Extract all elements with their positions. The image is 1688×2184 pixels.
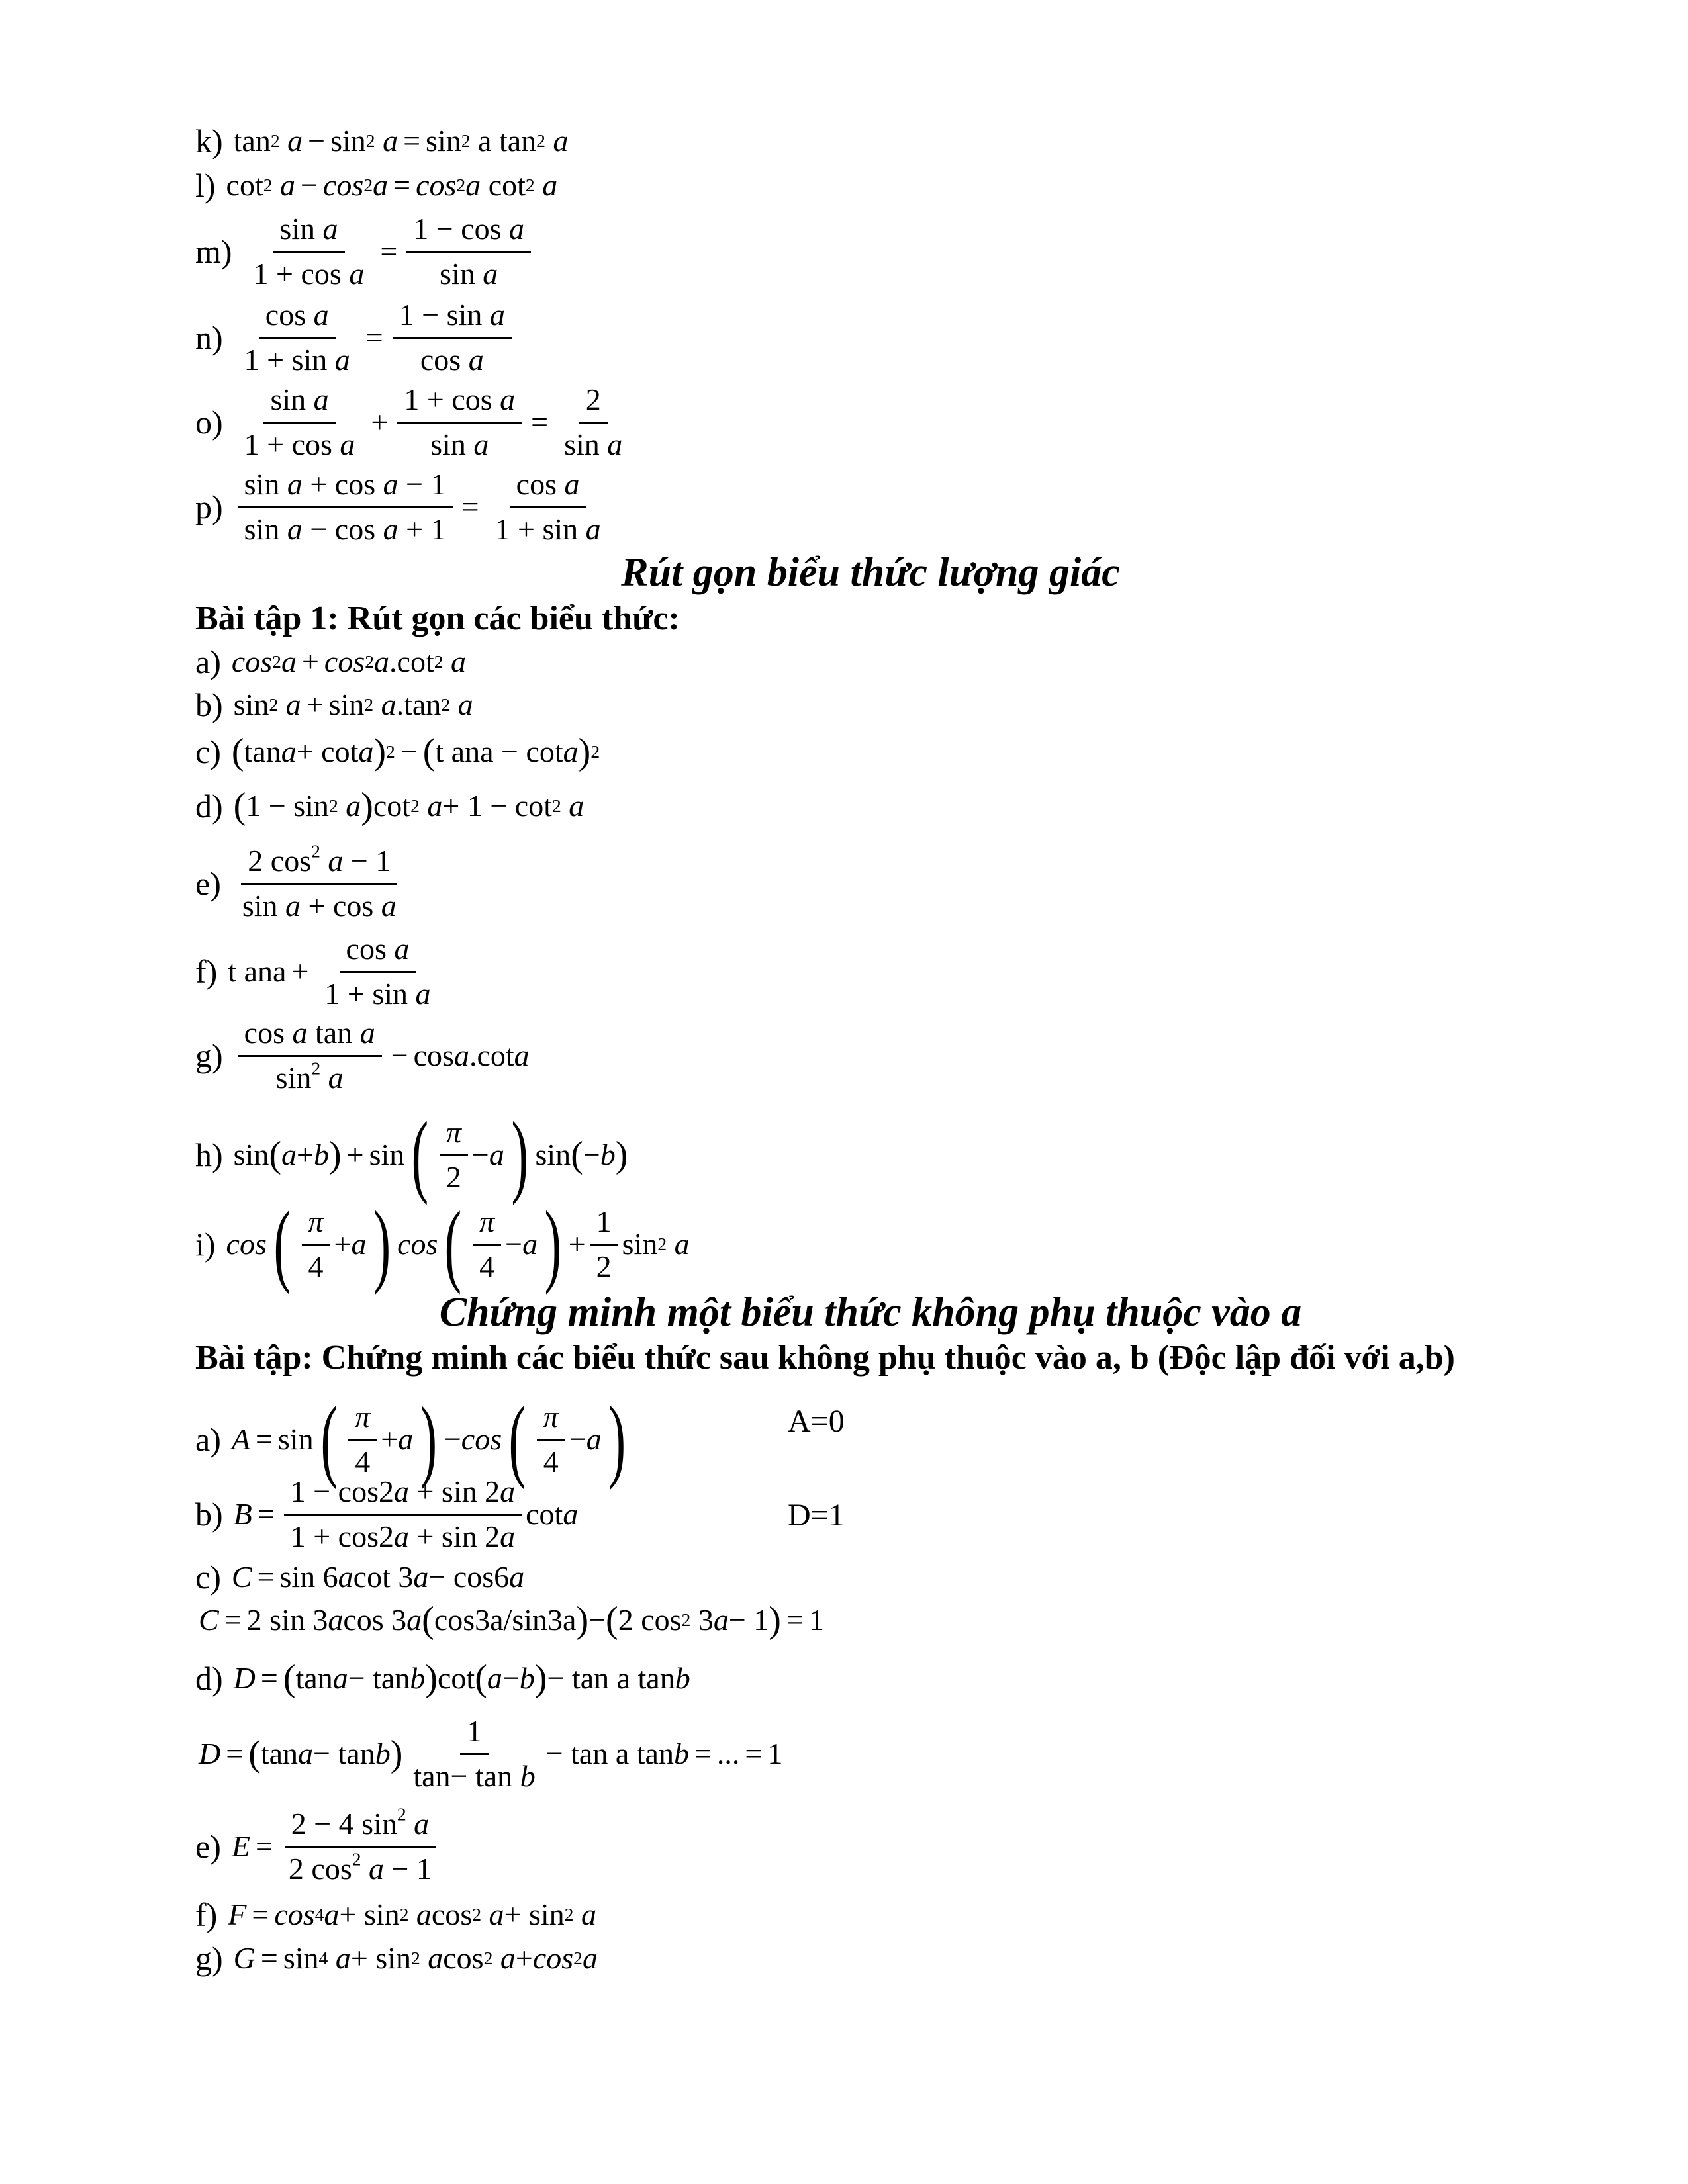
item-label: c) [195, 733, 221, 770]
formula: $\frac{\text{sin a + cos a − 1}}{\text{sin a − cos a + 1}}$ = $\frac{\text{cos a}}{\text{1 + sin a}}$ [234, 467, 612, 547]
item-label: l) [195, 167, 216, 204]
item-label: g) [195, 1940, 223, 1977]
item-label: b) [195, 686, 223, 723]
formula: ( tan a + cot a ) 2 − ( t ana − cot a ) 2 [231, 731, 600, 772]
formula: cos ( $\frac{\pi}{4}$ + a ) cos ( $\frac{\pi}{4}$ − a ) + $\frac{1}{2}$ sin 2 a [226, 1193, 690, 1295]
formula: $\frac{\text{sin a}}{\text{1 + cos a}}$ = $\frac{\text{1 − cos a}}{\text{sin a}}$ [243, 212, 535, 292]
item-label: h) [195, 1136, 223, 1173]
formula: cos 2 a + cos 2 a .cot 2 a [231, 645, 467, 678]
simplify-h [195, 1103, 628, 1206]
identity-k [195, 124, 568, 158]
formula: C = 2 sin 3 a cos 3 a ( cos3a/sin3a ) − ( 2 cos 2 3 a − 1 ) = 1 [199, 1600, 824, 1641]
item-label: g) [195, 1037, 223, 1075]
item-label: o) [195, 404, 223, 441]
formula: $\frac{\text{cos a}}{\text{1 + sin a}}$ = $\frac{\text{1 − sin a}}{\text{cos a}}$ [234, 298, 516, 378]
formula: D = ( tan a − tan b ) cot ( a − b ) − tan a tan b [233, 1658, 690, 1699]
result-a: A=0 [788, 1404, 845, 1439]
simplify-g [195, 1016, 530, 1096]
independent-e [195, 1803, 442, 1887]
item-label: d) [195, 1660, 223, 1697]
formula: ( 1 − sin 2 a ) cot 2 a + 1 − cot 2 a [233, 786, 585, 827]
independent-a [195, 1388, 632, 1490]
simplify-b [195, 688, 473, 721]
identity-p [195, 467, 612, 547]
independent-c [195, 1561, 524, 1594]
formula: sin 2 a + sin 2 a .tan 2 a [233, 688, 473, 721]
formula: t ana + $\frac{\text{cos a}}{\text{1 + sin a}}$ [228, 932, 431, 1011]
formula: $\frac{\text{cos a tan a}}{\sin^2 a}$ − cos a .cot a [234, 1016, 530, 1096]
formula: sin ( a + b ) + sin ( $\frac{\pi}{2}$ − a ) sin ( − b ) [233, 1103, 628, 1206]
formula: G = sin 4 a + sin 2 a cos 2 a + cos 2 a [233, 1941, 598, 1975]
formula: C = sin 6 a cot 3 a − cos6 a [231, 1560, 525, 1594]
item-label: e) [195, 1828, 221, 1866]
formula: $\frac{\text{sin a}}{\text{1 + cos a}}$ + $\frac{\text{1 + cos a}}{\text{sin a}}$ = $\frac{2}{\text{sin a}}$ [244, 383, 623, 461]
section-heading-independent: Chứng minh một biểu thức không phụ thuộc vào a [439, 1290, 1302, 1335]
exercise-title-2: Bài tập: Chứng minh các biểu thức sau không phụ thuộc vào a, b (Độc lập đối với a,b) [195, 1339, 1455, 1377]
item-label: p) [195, 488, 223, 526]
simplify-i [195, 1193, 690, 1295]
section-heading-simplify: Rút gọn biểu thức lượng giác [621, 550, 1120, 595]
item-label: a) [195, 1421, 221, 1458]
item-label: e) [195, 865, 221, 903]
result-b: D=1 [788, 1498, 845, 1533]
simplify-d [195, 788, 584, 825]
simplify-e [195, 841, 407, 924]
simplify-a [195, 645, 466, 678]
independent-f [195, 1898, 596, 1931]
item-label: a) [195, 643, 221, 680]
simplify-c [195, 733, 600, 770]
independent-d-solution [199, 1714, 782, 1794]
formula: B = $\frac{1 - \cos 2a + \sin 2a}{1 + \cos 2a + \sin 2a}$ cot a [233, 1475, 579, 1553]
identity-n [195, 298, 516, 378]
formula: cot 2 a − cos 2 a = cos 2 a cot 2 a [226, 168, 558, 202]
item-label: f) [195, 1896, 218, 1933]
simplify-f [195, 932, 442, 1012]
exercise-title-1: Bài tập 1: Rút gọn các biểu thức: [195, 600, 680, 637]
formula: $\frac{2 \cos^2 a - 1}{\text{sin a + cos a}}$ [242, 841, 397, 923]
identity-l [195, 169, 557, 202]
item-label: d) [195, 788, 223, 825]
item-label: c) [195, 1559, 221, 1596]
item-label: i) [195, 1226, 216, 1263]
identity-o [195, 383, 633, 463]
formula: tan 2 a − sin 2 a = sin 2 a tan 2 a [233, 124, 569, 158]
independent-c-solution [199, 1602, 824, 1639]
item-label: k) [195, 122, 223, 159]
formula: A = sin ( $\frac{\pi}{4}$ + a ) − cos ( $\frac{\pi}{4}$ − a ) [231, 1388, 626, 1490]
formula: D = ( tan a − tan b ) $\frac{1}{\text{tan− tan b}}$ − tan a tan b = ... = 1 [199, 1714, 783, 1793]
item-label: m) [195, 233, 232, 271]
independent-b [195, 1475, 578, 1555]
independent-d [195, 1660, 690, 1697]
formula: F = cos 4 a + sin 2 a cos 2 a + sin 2 a [228, 1897, 596, 1931]
identity-m [195, 212, 535, 292]
formula: E = $\frac{2 - 4 \sin^2 a}{2 \cos^2 a - 1}$ [232, 1807, 442, 1887]
item-label: b) [195, 1496, 223, 1533]
item-label: n) [195, 319, 223, 357]
item-label: f) [195, 953, 218, 991]
independent-g [195, 1942, 598, 1975]
